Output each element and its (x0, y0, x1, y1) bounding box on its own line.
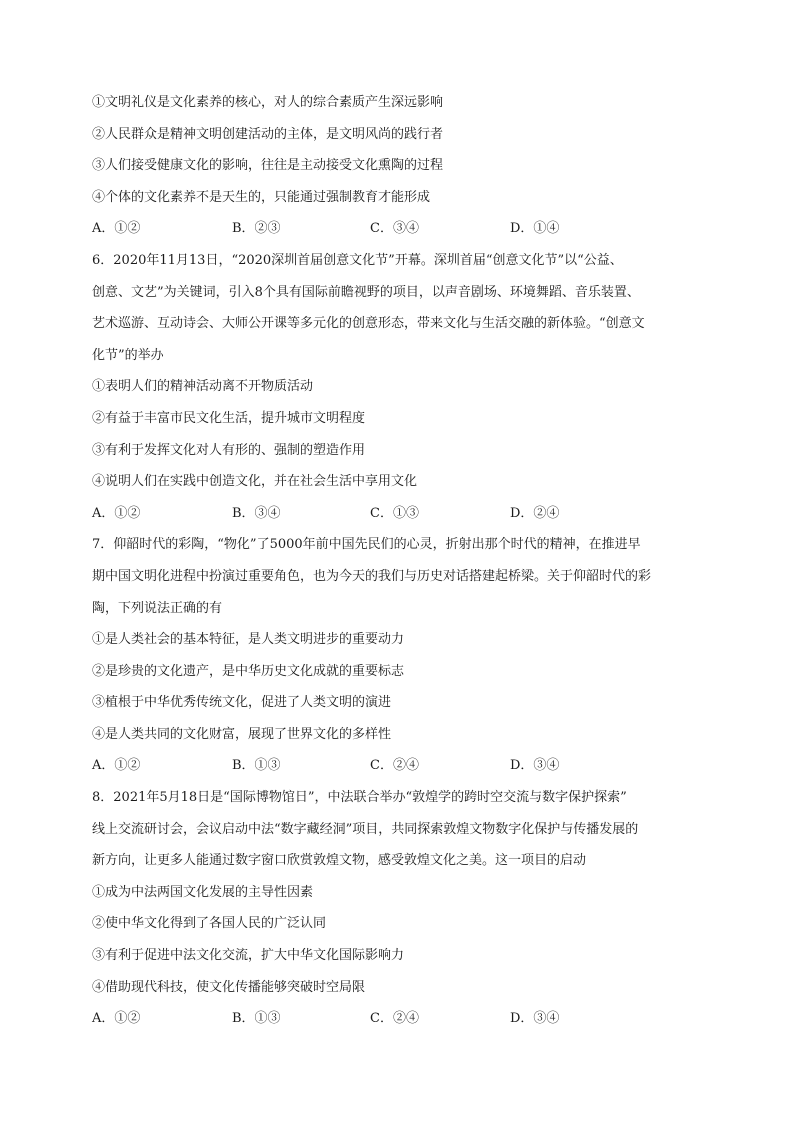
option-c[interactable]: C．②④ (370, 758, 419, 774)
question-stem: 艺术巡游、互动诗会、大师公开课等多元化的创意形态，带来文化与生活交融的新体验。“创意文 (92, 316, 645, 332)
statement: ①表明人们的精神活动离不开物质活动 (92, 379, 314, 395)
statement: ①成为中法两国文化发展的主导性因素 (92, 884, 314, 900)
answer-options (92, 504, 714, 536)
statement: ①文明礼仪是文化素养的核心，对人的综合素质产生深远影响 (92, 95, 444, 110)
question-stem: 6．2020年11月13日，“2020深圳首届创意文化节”开幕。深圳首届“创意文化节”以“公益、 (92, 252, 623, 268)
question-stem: 新方向，让更多人能通过数字窗口欣赏敦煌文物，感受敦煌文化之美。这一项目的启动 (92, 853, 587, 869)
statement: ③人们接受健康文化的影响，往往是主动接受文化熏陶的过程 (92, 158, 444, 174)
option-c[interactable]: C．①③ (370, 505, 419, 521)
option-a[interactable]: A．①② (92, 505, 141, 521)
statement: ②是珍贵的文化遗产，是中华历史文化成就的重要标志 (92, 663, 405, 679)
option-d[interactable]: D．①④ (510, 221, 560, 237)
answer-options (92, 756, 714, 788)
statement: ②有益于丰富市民文化生活，提升城市文明程度 (92, 410, 366, 426)
option-b[interactable]: B．②③ (232, 221, 281, 237)
option-b[interactable]: B．③④ (232, 505, 281, 521)
statement: ②人民群众是精神文明创建活动的主体，是文明风尚的践行者 (92, 126, 444, 142)
option-a[interactable]: A．①② (92, 758, 141, 774)
statement: ③有利于促进中法文化交流，扩大中华文化国际影响力 (92, 948, 405, 964)
question-stem: 期中国文明化进程中扮演过重要角色，也为今天的我们与历史对话搭建起桥梁。关于仰韶时代的彩 (92, 568, 652, 584)
option-d[interactable]: D．②④ (510, 505, 560, 521)
option-a[interactable]: A．①② (92, 1011, 141, 1027)
question-stem: 陶，下列说法正确的有 (92, 600, 223, 616)
question-stem: 7．仰韶时代的彩陶，“物化”了5000年前中国先民们的心灵，折射出那个时代的精神，在推进早 (92, 537, 641, 553)
statement: ③植根于中华优秀传统文化，促进了人类文明的演进 (92, 695, 392, 711)
option-c[interactable]: C．③④ (370, 221, 419, 237)
statement: ④借助现代科技，使文化传播能够突破时空局限 (92, 979, 366, 995)
option-b[interactable]: B．①③ (232, 1011, 281, 1027)
question-stem: 化节”的举办 (92, 347, 164, 363)
statement: ①是人类社会的基本特征，是人类文明进步的重要动力 (92, 632, 405, 648)
answer-options (92, 1009, 714, 1041)
question-stem: 创意、文艺”为关键词，引入8个具有国际前瞻视野的项目，以声音剧场、环境舞蹈、音乐装置、 (92, 284, 640, 300)
option-c[interactable]: C．②④ (370, 1011, 419, 1027)
question-5 (92, 93, 714, 251)
option-d[interactable]: D．③④ (510, 758, 560, 774)
option-d[interactable]: D．③④ (510, 1011, 560, 1027)
question-stem: 线上交流研讨会，会议启动中法“数字藏经洞”项目，共同探索敦煌文物数字化保护与传播发展的 (92, 821, 639, 837)
statement: ④说明人们在实践中创造文化，并在社会生活中享用文化 (92, 474, 418, 490)
question-7 (92, 535, 714, 788)
answer-options (92, 219, 714, 251)
question-stem: 8．2021年5月18日是“国际博物馆日”，中法联合举办“敦煌学的跨时空交流与数字保护探索” (92, 790, 627, 806)
question-8 (92, 788, 714, 1041)
statement: ②使中华文化得到了各国人民的广泛认同 (92, 916, 327, 932)
exam-page (92, 93, 714, 1041)
option-a[interactable]: A．①② (92, 221, 141, 237)
option-b[interactable]: B．①③ (232, 758, 281, 774)
statement: ④个体的文化素养不是天生的，只能通过强制教育才能形成 (92, 189, 431, 205)
question-6 (92, 251, 714, 535)
statement: ③有利于发挥文化对人有形的、强制的塑造作用 (92, 442, 366, 458)
statement: ④是人类共同的文化财富，展现了世界文化的多样性 (92, 726, 392, 742)
